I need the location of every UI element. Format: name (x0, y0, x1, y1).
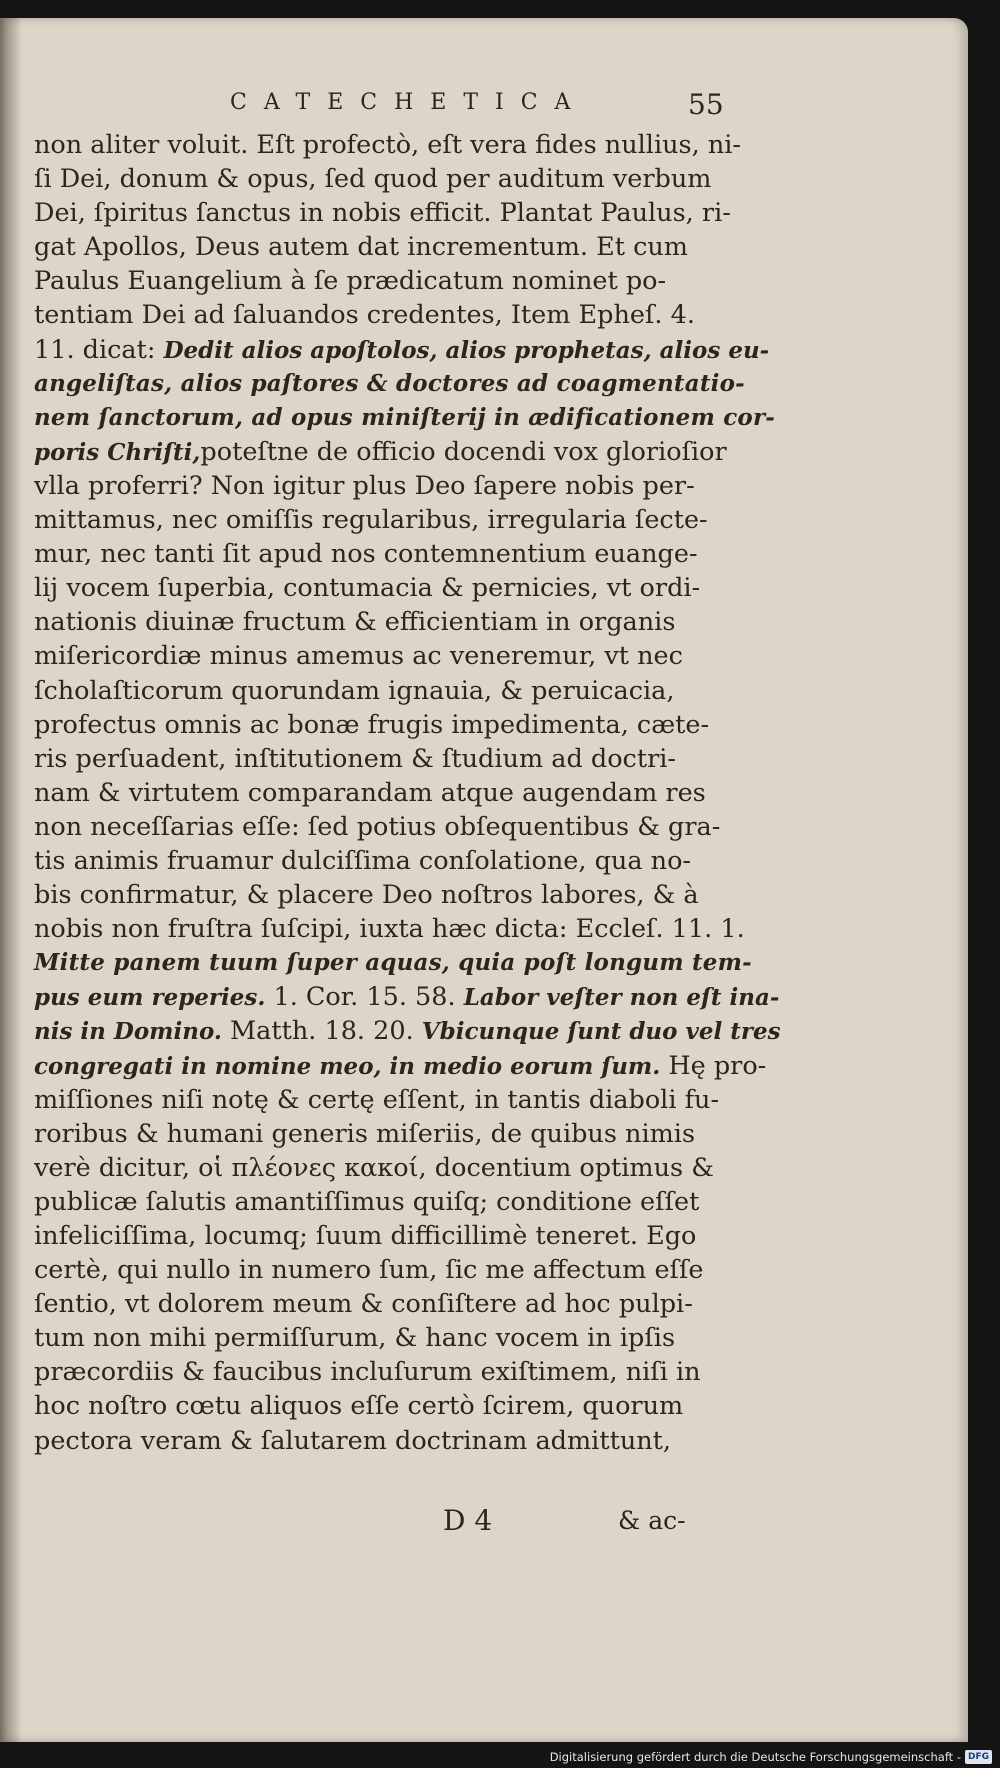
text-line: poris Chriſti,poteſtne de officio docendi vox glorioſior (34, 436, 727, 467)
text-line: congregati in nomine meo, in medio eorum ſum. Hę pro- (34, 1050, 767, 1081)
text-line: nationis diuinæ fructum & efficientiam in organis (34, 607, 676, 638)
text-line: ſi Dei, donum & opus, ſed quod per auditum verbum (34, 164, 712, 195)
text-line: miſſiones niſi notę & certę eſſent, in tantis diaboli fu- (34, 1084, 720, 1115)
text-line: præcordiis & faucibus incluſurum exiſtimem, niſi in (34, 1357, 701, 1388)
text-line: lij vocem ſuperbia, contumacia & pernicies, vt ordi- (34, 573, 701, 604)
text-line: verè dicitur, οἱ πλέονες κακοί, docentium optimus & (34, 1152, 714, 1183)
text-line: tis animis fruamur dulciſſima conſolatione, qua no- (34, 845, 692, 876)
text-line: vlla proferri? Non igitur plus Deo ſapere nobis per- (34, 470, 695, 501)
text-line: nam & virtutem comparandam atque augendam res (34, 777, 706, 808)
text-line: non aliter voluit. Eſt profectò, eſt vera fides nullius, ni- (34, 130, 742, 160)
text-line: certè, qui nullo in numero ſum, ſic me affectum eſſe (34, 1255, 704, 1286)
text-line: pectora veram & ſalutarem doctrinam admittunt, (34, 1425, 672, 1456)
text-line: gat Apollos, Deus autem dat incrementum. Et cum (34, 232, 688, 263)
page-number: 55 (688, 88, 724, 121)
text-line: mittamus, nec omiſſis regularibus, irregularia ſecte- (34, 505, 708, 536)
text-line: nem ſanctorum, ad opus miniſterij in ædificationem cor- (34, 403, 776, 431)
text-line: Dei, ſpiritus ſanctus in nobis efficit. Plantat Paulus, ri- (34, 198, 731, 229)
text-line: profectus omnis ac bonæ frugis impedimenta, cæte- (34, 709, 710, 740)
catchword: & ac- (618, 1506, 686, 1535)
text-line: Mitte panem tuum ſuper aquas, quia poſt longum tem- (34, 949, 752, 977)
text-line: Paulus Euangelium à ſe prædicatum nominet po- (34, 266, 667, 297)
running-title: CATECHETICA (230, 90, 588, 115)
text-line: infeliciſſima, locumq; ſuum difficillimè teneret. Ego (34, 1221, 697, 1251)
text-line: 11. dicat: Dedit alios apoſtolos, alios prophetas, alios eu- (34, 334, 770, 365)
text-line: ſentio, vt dolorem meum & conſiſtere ad hoc pulpi- (34, 1289, 693, 1320)
text-line: roribus & humani generis miſeriis, de quibus nimis (34, 1118, 696, 1149)
text-line: hoc noſtro cœtu aliquos eſſe certò ſcirem, quorum (34, 1391, 684, 1422)
text-line: nobis non fruſtra ſuſcipi, iuxta hæc dicta: Eccleſ. 11. 1. (34, 914, 745, 945)
text-line: nis in Domino. Matth. 18. 20. Vbicunque ſunt duo vel tres (34, 1016, 781, 1047)
signature-mark: D 4 (443, 1504, 493, 1537)
text-line: ris perſuadent, inſtitutionem & ſtudium ad doctri- (34, 743, 677, 774)
text-line: bis confirmatur, & placere Deo noſtros labores, & à (34, 880, 699, 911)
text-line: tum non mihi permiſſurum, & hanc vocem in ipſis (34, 1323, 676, 1354)
dfg-logo: DFG (965, 1750, 992, 1764)
text-line: tentiam Dei ad ſaluandos credentes, Item Epheſ. 4. (34, 300, 695, 331)
text-line: non neceſſarias eſſe: ſed potius obſequentibus & gra- (34, 811, 721, 842)
credit-text: Digitalisierung gefördert durch die Deutsche Forschungsgemeinschaft - (549, 1750, 961, 1764)
text-line: miſericordiæ minus amemus ac veneremur, vt nec (34, 641, 683, 672)
text-line: angeliſtas, alios paſtores & doctores ad coagmentatio- (34, 369, 745, 397)
body-text (34, 128, 781, 1458)
book-page (0, 18, 968, 1742)
digitization-credit (550, 1750, 992, 1764)
text-line: pus eum reperies. 1. Cor. 15. 58. Labor veſter non eſt ina- (34, 982, 780, 1013)
text-line: publicæ ſalutis amantiſſimus quiſq; conditione eſſet (34, 1186, 700, 1217)
text-line: mur, nec tanti ſit apud nos contemnentium euange- (34, 539, 698, 570)
text-line: ſcholaſticorum quorundam ignauia, & peruicacia, (34, 675, 675, 706)
